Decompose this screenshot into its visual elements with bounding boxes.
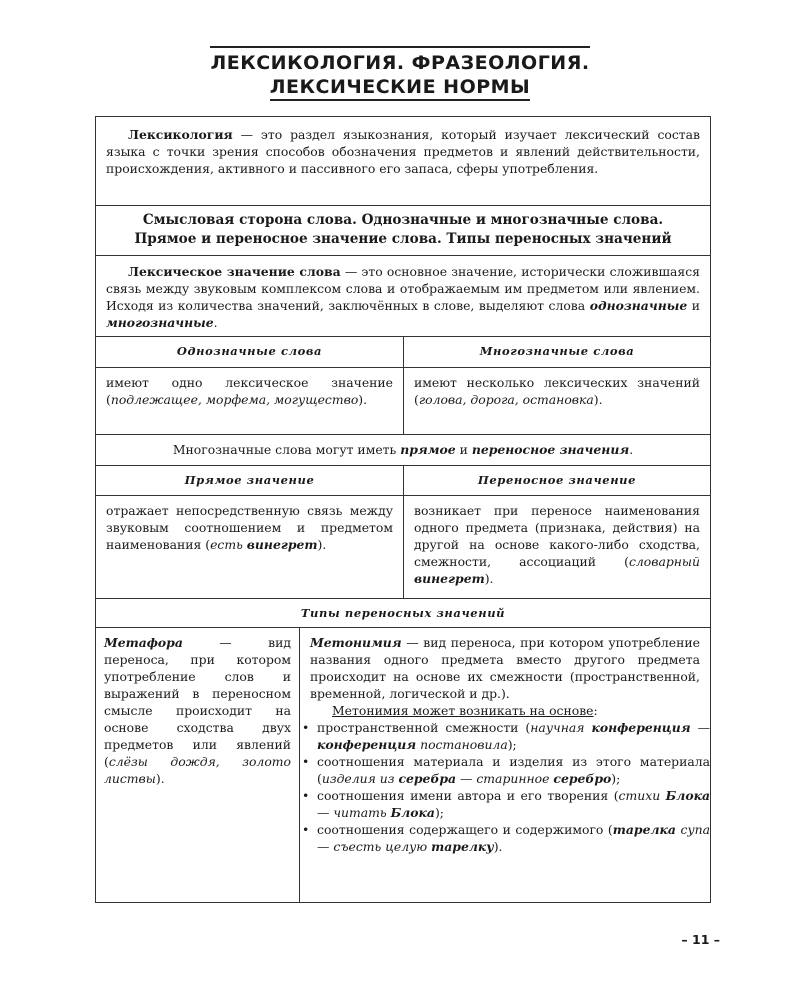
list-item — [300, 719, 710, 753]
bullet-keyword: конференция — [591, 720, 691, 735]
bullet-example: — читать — [317, 805, 391, 820]
intro-term: Лексикология — [128, 127, 233, 142]
lexical-meaning-term: Лексическое значение слова — [128, 264, 341, 279]
colon: : — [593, 703, 598, 718]
bullet-text: соотношения имени автора и его творения ( — [317, 788, 619, 803]
monosemous-examples: подлежащее, морфема, могущество — [110, 392, 359, 407]
metaphor-examples: слёзы дождя, золото листвы — [104, 754, 291, 786]
polysemous-cell — [404, 368, 710, 434]
monosemous-cell — [96, 368, 404, 434]
conjunction: и — [687, 298, 700, 313]
direct-example-noun: винегрет — [246, 537, 318, 552]
monosemous-end: ). — [358, 392, 368, 407]
polysemy-note-row — [96, 435, 710, 466]
bullet-example: супа — съесть целую — [317, 822, 710, 854]
direct-meaning-text — [96, 502, 403, 553]
transfer-types-body-row — [96, 628, 710, 902]
polysemy-note-text: Многозначные слова могут иметь — [172, 442, 401, 457]
bullet-example: стихи — [618, 788, 666, 803]
metaphor-cell — [96, 628, 300, 902]
bullet-keyword: тарелка — [612, 822, 676, 837]
figurative-example-noun: винегрет — [414, 571, 485, 586]
bullet-end: ); — [611, 771, 621, 786]
metonymy-basis-label: Метонимия может возникать на основе — [332, 703, 594, 718]
intro-paragraph — [96, 126, 710, 177]
bullet-example: постановила — [416, 737, 508, 752]
list-item — [300, 753, 710, 787]
bullet-keyword: тарелку — [431, 839, 494, 854]
polysemous-text — [404, 374, 710, 408]
intro-block — [96, 117, 710, 206]
polysemy-note — [96, 441, 710, 458]
bullet-text: соотношения материала и изделия из этого материала ( — [317, 754, 710, 786]
polysemous-desc: имеют несколько лексических значений ( — [414, 375, 700, 407]
figurative-example-adj: словарный — [628, 554, 700, 569]
term-figurative: переносное значения — [471, 442, 630, 457]
bullet-end: ). — [493, 839, 503, 854]
list-item — [300, 821, 710, 855]
conjunction: и — [455, 442, 472, 457]
bullet-end: ); — [507, 737, 517, 752]
metaphor-end: ). — [155, 771, 165, 786]
bullet-end: ); — [434, 805, 444, 820]
lexical-meaning-block — [96, 256, 710, 337]
page-number: – 11 – — [681, 932, 720, 947]
metonymy-bullets — [300, 719, 710, 855]
meanings-body-row — [96, 496, 710, 599]
metonymy-desc: — вид переноса, при котором употребление названия одного предмета вместо другого предмета происходит на основе их смежности (пространственной, временной, логической и др.). — [310, 635, 700, 701]
transfer-types-header-row — [96, 599, 710, 628]
bullet-text: соотношения содержащего и содержимого ( — [317, 822, 613, 837]
header-monosemous: Однозначные слова — [96, 337, 404, 367]
direct-meaning-desc: отражает непосредственную связь между звуковым соотношением и предметом наименования ( — [106, 503, 393, 552]
metaphor-term: Метафора — [104, 635, 183, 650]
bullet-keyword: серебро — [553, 771, 612, 786]
polysemous-end: ). — [593, 392, 603, 407]
term-polysemous: многозначные — [106, 315, 214, 330]
metonymy-basis — [300, 702, 710, 719]
list-item — [300, 787, 710, 821]
period: . — [213, 315, 218, 330]
bullet-keyword: конференция — [317, 737, 417, 752]
metaphor-text — [96, 634, 299, 787]
header-polysemous: Многозначные слова — [479, 344, 635, 358]
bullet-keyword: Блока — [665, 788, 710, 803]
title-line-1: ЛЕКСИКОЛОГИЯ. ФРАЗЕОЛОГИЯ. — [210, 46, 589, 74]
monosemous-text — [96, 374, 403, 408]
lexical-meaning-paragraph — [96, 263, 710, 331]
metaphor-desc: — вид переноса, при котором употребление слов и выражений в переносном смысле происходит на основе сходства двух предметов или явлений ( — [104, 635, 291, 769]
word-types-header-row — [96, 337, 710, 368]
header-direct-meaning: Прямое значение — [96, 466, 404, 495]
polysemous-examples: голова, дорога, остановка — [418, 392, 594, 407]
bullet-keyword: Блока — [390, 805, 435, 820]
figurative-end: ). — [484, 571, 494, 586]
bullet-text: пространственной смежности ( — [317, 720, 531, 735]
word-types-body-row — [96, 368, 710, 435]
figurative-meaning-text — [404, 502, 710, 587]
bullet-keyword: серебра — [398, 771, 457, 786]
content-table — [95, 116, 711, 903]
page-title — [0, 46, 800, 101]
lexical-meaning-text: — это основное значение, исторически сложившаяся связь между звуковым комплексом слова и отображаемым им предметом или явлением. Исходя из количества значений, заключённых в слове, выделяют слова — [106, 264, 700, 313]
figurative-meaning-cell — [404, 496, 710, 598]
direct-end: ). — [317, 537, 327, 552]
figurative-meaning-desc: возникает при переносе наименования одного предмета (признака, действия) на другой на основе какого-либо сходства, смежности, ассоциаций ( — [414, 503, 700, 569]
metonymy-term: Метонимия — [310, 635, 402, 650]
term-direct: прямое — [400, 442, 456, 457]
header-figurative-meaning: Переносное значение — [477, 473, 637, 487]
meanings-header-row — [96, 466, 710, 496]
metonymy-cell — [300, 628, 710, 902]
bullet-example: изделия из — [321, 771, 399, 786]
title-line-2: ЛЕКСИЧЕСКИЕ НОРМЫ — [270, 76, 531, 101]
bullet-example: — старинное — [456, 771, 554, 786]
bullet-example: — — [690, 720, 710, 735]
section-heading-line-1: Смысловая сторона слова. Однозначные и многозначные слова. — [142, 212, 664, 228]
transfer-types-header: Типы переносных значений — [300, 606, 506, 620]
intro-text: — это раздел языкознания, который изучает лексический состав языка с точки зрения способов обозначения предметов и явлений действительности, происхождения, активного и пассивного его запаса, сферы употребления. — [106, 127, 700, 176]
monosemous-desc: имеют одно лексическое значение ( — [106, 375, 393, 407]
bullet-example: научная — [530, 720, 592, 735]
metonymy-text — [300, 634, 710, 702]
section-heading — [96, 206, 710, 256]
direct-example-verb: есть — [210, 537, 247, 552]
section-heading-line-2: Прямое и переносное значение слова. Типы переносных значений — [134, 231, 672, 247]
direct-meaning-cell — [96, 496, 404, 598]
period: . — [629, 442, 634, 457]
term-monosemous: однозначные — [589, 298, 688, 313]
